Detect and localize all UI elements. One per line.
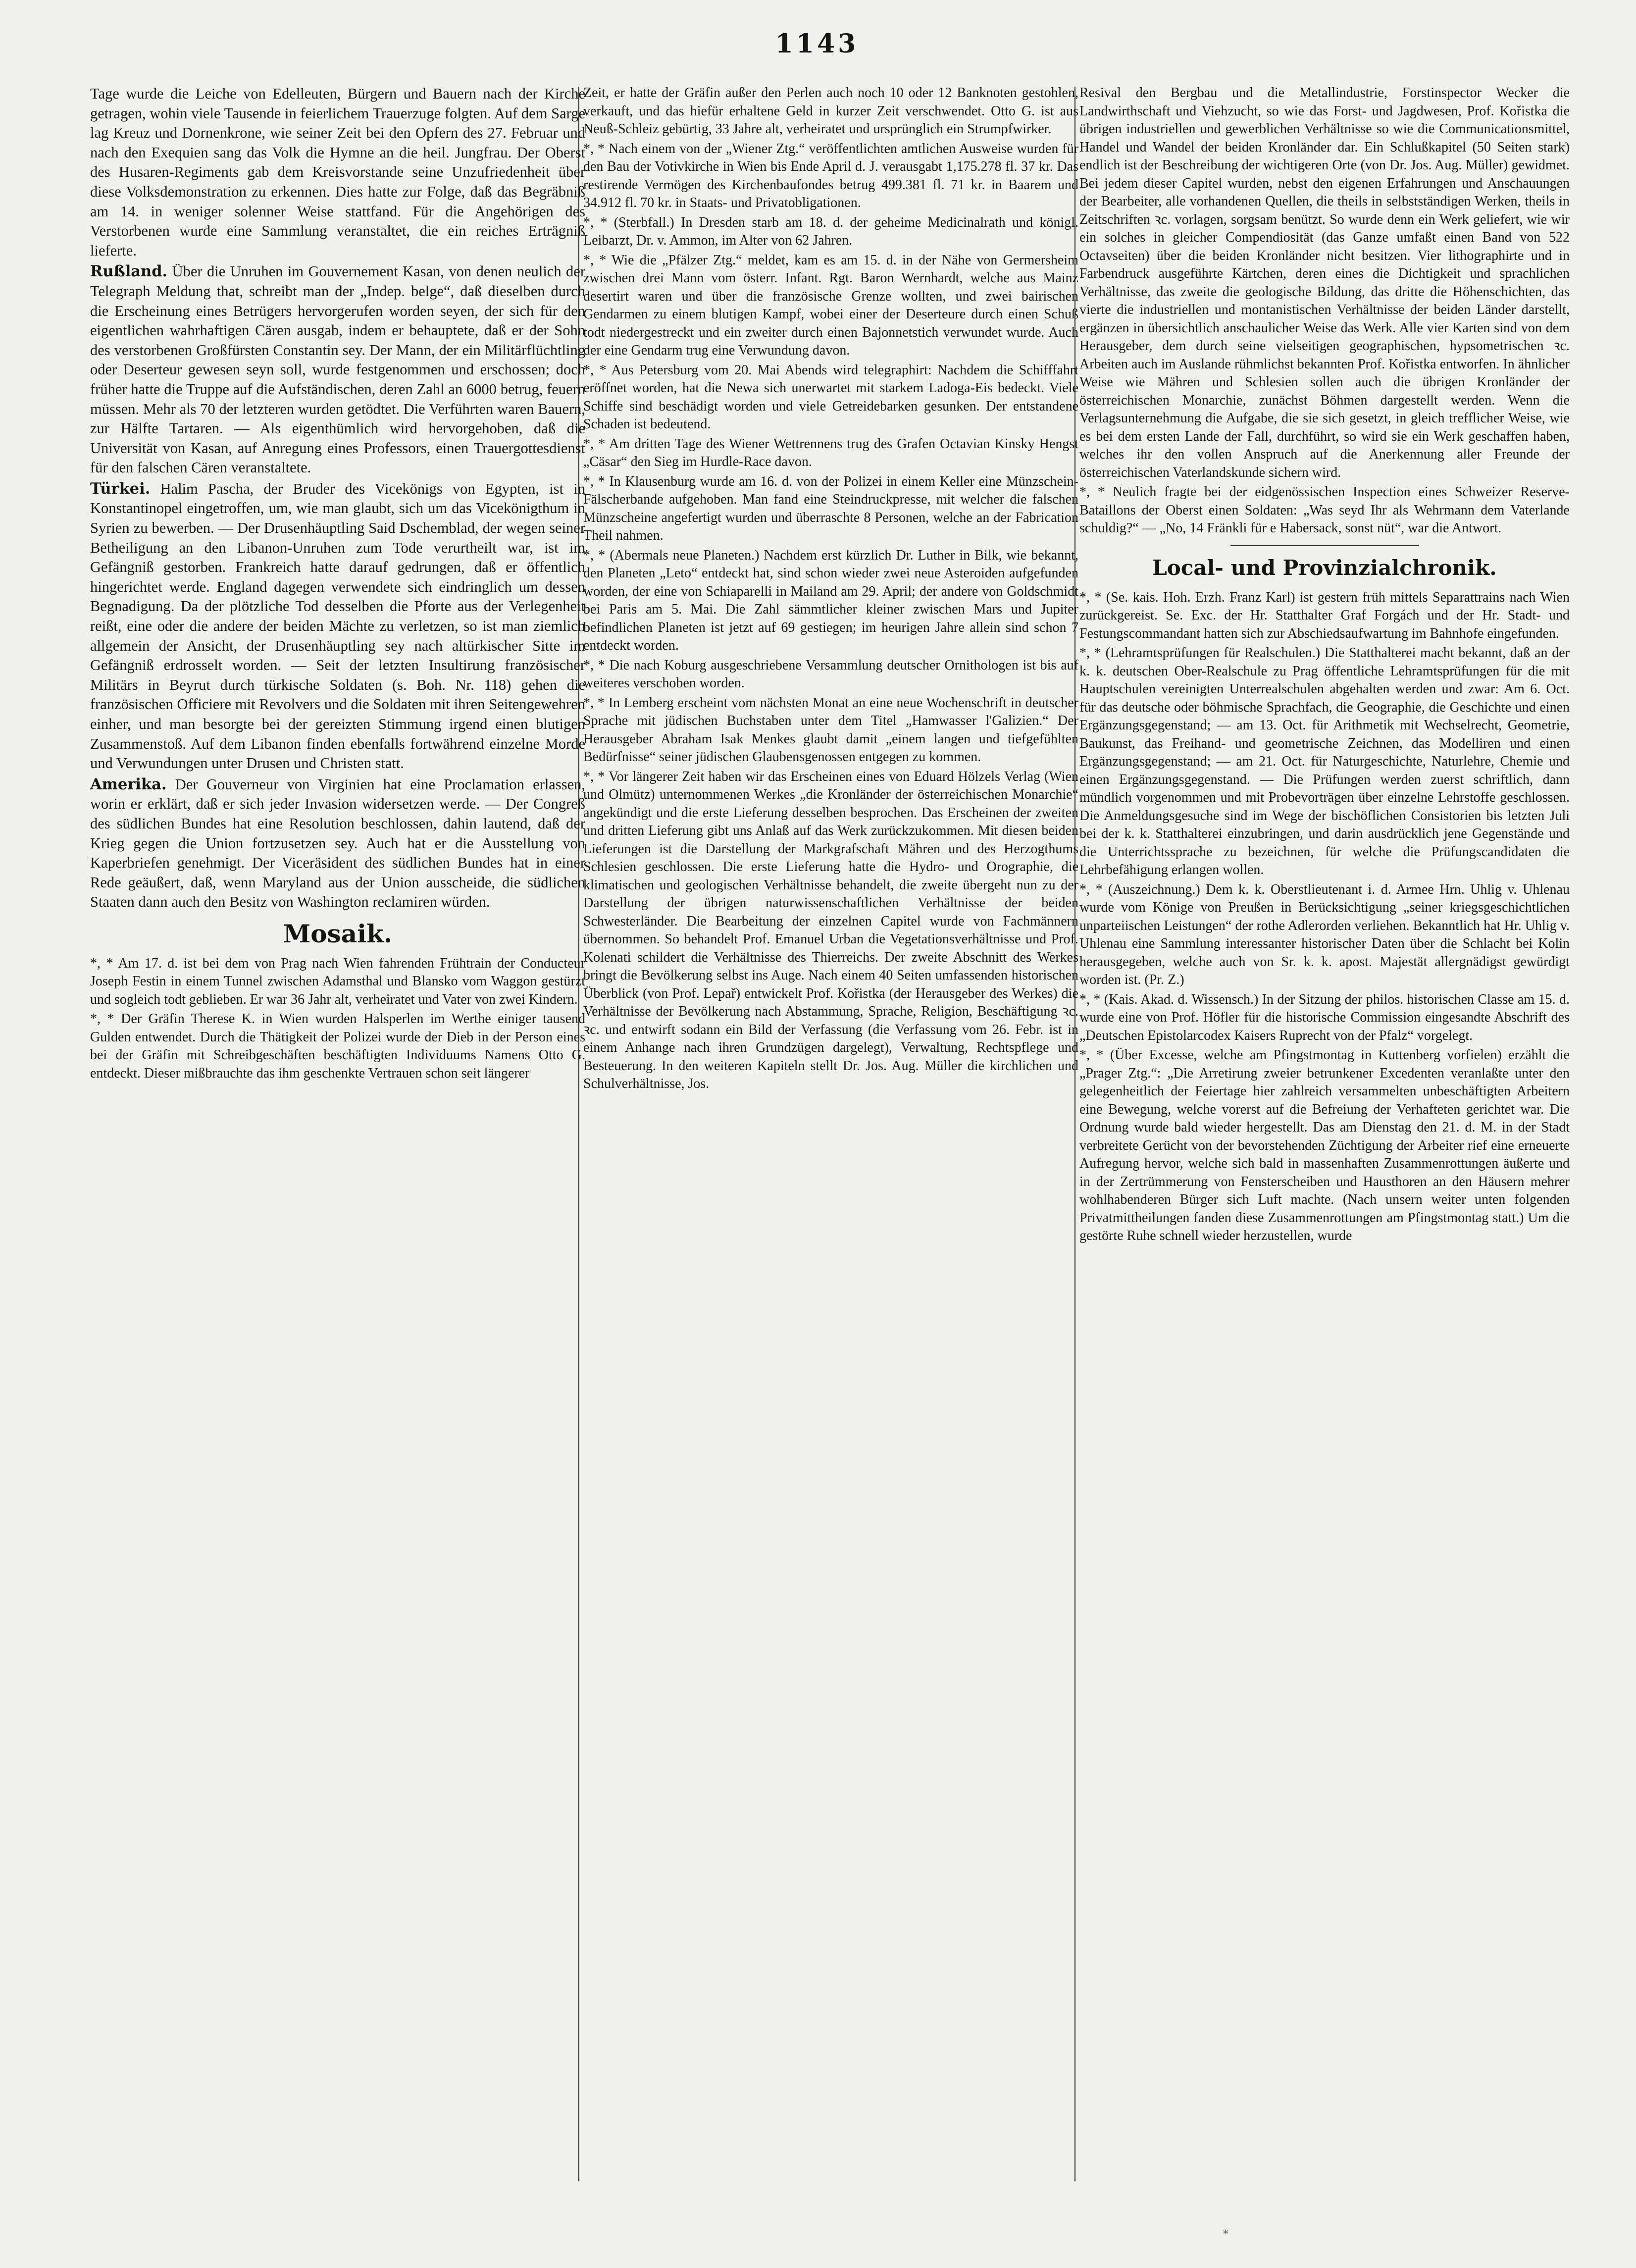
article-paragraph: *, * Der Gräfin Therese K. in Wien wurden Halsperlen im Werthe einiger tausend Gulden entwendet. Durch die Thätigkeit der Polizei wurde der Dieb in der Person eines bei der Gräfin mit Schreibgeschäften beschäftigten Individuums Namens Otto G. entdeckt. Dieser mißbrauchte das ihm geschenkte Vertrauen schon seit längerer xyxy=(90,1011,585,1081)
article-paragraph: Tage wurde die Leiche von Edelleuten, Bürgern und Bauern nach der Kirche getragen, wohin viele Tausende in feierlichem Trauerzuge folgten. Auf dem Sarge lag Kreuz und Dornenkrone, wie seiner Zeit bei den Opfern des 27. Februar und nach den Exequien sang das Volk die Hymne an die heil. Jungfrau. Der Oberst des Husaren-Regiments gab dem Kreisvorstande seine Unzufriedenheit über diese Volksdemonstration zu erkennen. Dies hatte zur Folge, daß das Begräbniß am 14. in weniger solenner Weise stattfand. Für die Angehörigen des Verstorbenen wurde eine Sammlung veranstaltet, die ein reiches Erträgniß lieferte. xyxy=(90,85,585,259)
article-paragraph: *, * Aus Petersburg vom 20. Mai Abends wird telegraphirt: Nachdem die Schifffahrt eröffnet worden, hat die Newa sich unerwartet mit starkem Ladoga-Eis bedeckt. Viele Schiffe sind beschädigt worden und viele Getreidebarken gesunken. Der entstandene Schaden ist bedeutend. xyxy=(583,362,1078,432)
article-paragraph: *, * (Lehramtsprüfungen für Realschulen.) Die Statthalterei macht bekannt, daß an der k. k. deutschen Ober-Realschule zu Prag öffentliche Lehramtsprüfungen für die mit Hauptschulen vereinigten Unterrealschulen abgehalten werden und zwar: Am 6. Oct. für das deutsche oder böhmische Sprachfach, die Geographie, die Geschichte und einen Ergänzungsgegenstand; — am 13. Oct. für Arithmetik mit Wechselrecht, Geometrie, Baukunst, das Freihand- und geometrische Zeichnen, das Modelliren und einen Ergänzungsgegenstand; — am 21. Oct. für Naturgeschichte, Naturlehre, Chemie und einen Ergänzungsgegenstand. — Die Prüfungen werden zuerst schriftlich, dann mündlich vorgenommen und mit Probevorträgen über einzelne Lehrstoffe geschlossen. Die Anmeldungsgesuche sind im Wege der bischöflichen Consistorien bis letzten Juli bei der k. k. Statthalterei einzubringen, und darin ausdrücklich jene Gegenstände und die Unterrichtssprache zu bezeichnen, für welche die Prüfungscandidaten die Lehrbefähigung erlangen wollen. xyxy=(1079,645,1570,877)
article-text: Halim Pascha, der Bruder des Vicekönigs von Egypten, ist in Konstantinopel eingetroffen, um, wie man glaubt, sich um das Vicekönigthum in Syrien zu bewerben. — Der Drusenhäuptling Said Dschemblad, der wegen seiner Betheiligung an den Libanon-Unruhen zum Tode verurtheilt war, ist im Gefängniß gestorben. Frankreich hatte darauf gedrungen, daß er öffentlich hingerichtet werde. England dagegen verwendete sich eindringlich um dessen Begnadigung. Da der plötzliche Tod desselben die Pforte aus der Verlegenheit reißt, eine oder die andere der beiden Mächte zu verletzen, so ist man ziemlich allgemein der Ansicht, der Drusenhäuptling sey nach altürkischer Sitte im Gefängniß erdrosselt worden. — Seit der letzten Insultirung französischer Militärs in Beyrut durch türkische Soldaten (s. Boh. Nr. 118) gehen die französischen Officiere mit Revolvers und die Soldaten mit ihren Seitengewehren einher, und man besorgte bei der gereizten Stimmung irgend einen blutigen Zusammenstoß. Auf dem Libanon finden ebenfalls fortwährend einzelne Morde und Verwundungen unter Drusen und Christen statt. xyxy=(90,480,585,772)
article-paragraph: *, * In Klausenburg wurde am 16. d. von der Polizei in einem Keller eine Münzschein-Fälscherbande aufgehoben. Man fand eine Steindruckpresse, mit welcher die falschen Münzscheine angefertigt wurden und überraschte 8 Personen, welche an der Fabrication Theil nahmen. xyxy=(583,473,1078,543)
column-middle xyxy=(583,84,1078,2204)
article-paragraph: *, * Am dritten Tage des Wiener Wettrennens trug des Grafen Octavian Kinsky Hengst „Cäsar“ den Sieg im Hurdle-Race davon. xyxy=(583,436,1078,469)
article-paragraph: Resival den Bergbau und die Metallindustrie, Forstinspector Wecker die Landwirthschaft und Viehzucht, so wie das Forst- und Jagdwesen, Prof. Kořistka die übrigen industriellen und gewerblichen Verhältnisse so wie die Communicationsmittel, Handel und Wandel der beiden Kronländer dar. Ein Schlußkapitel (50 Seiten stark) endlich ist der Beschreibung der wichtigeren Orte (von Dr. Jos. Aug. Müller) gewidmet. Bei jedem dieser Capitel wurden, nebst den eigenen Erfahrungen und Anschauungen der Bearbeiter, alle vorhandenen Quellen, die theils in selbstständigen Werken, theils in Zeitschriften ꝛc. vorlagen, sorgsam benützt. So wurde denn ein Werk geliefert, wie wir ein solches in gleicher Compendiosität (das Ganze umfaßt einen Band von 522 Octavseiten) über die beiden Kronländer nicht besitzen. Vier lithographirte und in Farbendruck ausgeführte Kärtchen, deren eines die Dichtigkeit und sprachlichen Verhältnisse, das zweite die geologische Bildung, das dritte die Höhenschichten, das vierte die industriellen und montanistischen Verhältnisse der beiden Länder darstellt, ergänzen in übersichtlich anschaulicher Weise das Werk. Alle vier Karten sind von dem Herausgeber, dem durch seine vielseitigen geographischen, hypsometrischen ꝛc. Arbeiten auch im Auslande rühmlichst bekannten Prof. Kořistka entworfen. In ähnlicher Weise wie Mähren und Schlesien sollen auch die übrigen Kronländer der österreichischen Monarchie, zunächst Böhmen dargestellt werden. Wenn die Verlagsunternehmung die Aufgabe, die sie sich gesetzt, in gleich trefflicher Weise, wie es bei dem ersten Lande der Fall, durchführt, so wird sie ein Werk geschaffen haben, welches ihr den vollen Anspruch auf die Anerkennung aller Freunde der österreichischen Vaterlandskunde sichern wird. xyxy=(1079,85,1570,480)
article-paragraph: *, * (Auszeichnung.) Dem k. k. Oberstlieutenant i. d. Armee Hrn. Uhlig v. Uhlenau wurde vom Könige von Preußen in Berücksichtigung „seiner kriegsgeschichtlichen unparteiischen Leistungen“ der rothe Adlerorden verliehen. Bekanntlich hat Hr. Uhlig v. Uhlenau eine Sammlung interessanter historischer Daten über die Schlacht bei Kolin herausgegeben, welche auch von Sr. k. k. apost. Majestät allergnädigst gewürdigt worden ist. (Pr. Z.) xyxy=(1079,881,1570,987)
news-item-america xyxy=(90,775,585,912)
article-paragraph: *, * Am 17. d. ist bei dem von Prag nach Wien fahrenden Frühtrain der Conducteur Joseph Festin in einem Tunnel zwischen Adamsthal und Blansko vom Waggon gestürzt und sogleich todt geblieben. Er war 36 Jahr alt, verheiratet und Vater von zwei Kindern. xyxy=(90,955,585,1007)
article-text: Der Gouverneur von Virginien hat eine Proclamation erlassen, worin er erklärt, daß er sich jeder Invasion widersetzen werde. — Der Congreß des südlichen Bundes hat eine Resolution beschlossen, dahin lautend, daß der Krieg gegen die Union fortzusetzen sey. Auch hat er die Ausstellung von Kaperbriefen genehmigt. Der Viceräsident des südlichen Bundes hat in einer Rede geäußert, daß, wenn Maryland aus der Union ausscheide, die südlichen Staaten dann auch den Besitz von Washington reclamiren würden. xyxy=(90,775,585,911)
article-paragraph: Zeit, er hatte der Gräfin außer den Perlen auch noch 10 oder 12 Banknoten gestohlen, verkauft, und das hiefür erhaltene Geld in kurzer Zeit verschwendet. Otto G. ist aus Neuß-Schleiz gebürtig, 33 Jahre alt, verheiratet und ursprünglich ein Strumpfwirker. xyxy=(583,85,1078,137)
column-right xyxy=(1079,84,1570,2204)
news-item-turkey xyxy=(90,479,585,773)
news-item-russia xyxy=(90,262,585,478)
article-paragraph: *, * (Se. kais. Hoh. Erzh. Franz Karl) ist gestern früh mittels Separattrains nach Wien zurückgereist. Se. Exc. der Hr. Statthalter Graf Forgách und der Hr. Stadt- und Festungscommandant hatten sich zur Abschiedsaufwartung im Bahnhofe eingefunden. xyxy=(1079,589,1570,641)
country-heading: Amerika. xyxy=(90,775,167,793)
article-paragraph: *, * Nach einem von der „Wiener Ztg.“ veröffentlichten amtlichen Ausweise wurden für den Bau der Votivkirche in Wien bis Ende April d. J. verausgabt 1,175.278 fl. 37 kr. Das restirende Vermögen des Kirchenbaufondes betrug 499.381 fl. 71 kr. in Baarem und 34.912 fl. 70 kr. in Staats- und Privatobligationen. xyxy=(583,141,1078,210)
country-heading: Türkei. xyxy=(90,479,151,498)
footer-mark: * xyxy=(1223,2228,1228,2241)
article-paragraph: *, * In Lemberg erscheint vom nächsten Monat an eine neue Wochenschrift in deutscher Sprache mit jüdischen Buchstaben unter dem Titel „Hamwasser l'Galizien.“ Der Herausgeber Abraham Isak Menkes glaubt damit „einem langen und tiefgefühlten Bedürfnisse“ seiner jüdischen Glaubensgenossen entgegen zu kommen. xyxy=(583,695,1078,765)
article-text: Über die Unruhen im Gouvernement Kasan, von denen neulich der Telegraph Meldung that, schreibt man der „Indep. belge“, daß dieselben durch die Erscheinung eines Betrügers hervorgerufen worden seyen, der sich für den eigentlichen wahrhaftigen Cären ausgab, indem er behauptete, daß er der Sohn des verstorbenen Großfürsten Constantin sey. Der Mann, der ein Militärflüchtling oder Deserteur gewesen seyn soll, wurde festgenommen und erschossen; doch früher hatte die Truppe auf die Aufständischen, deren Zahl an 6000 betrug, feuern müssen. Mehr als 70 der letzteren wurden getödtet. Die Verführten waren Bauern, zur Hälfte Tartaren. — Als eigenthümlich wird hervorgehoben, daß die Universität von Kasan, auf Anregung eines Professors, einen Trauergottesdienst für den falschen Cären veranstaltete. xyxy=(90,263,585,476)
section-heading-mosaik: Mosaik. xyxy=(283,919,393,948)
article-paragraph: *, * (Über Excesse, welche am Pfingstmontag in Kuttenberg vorfielen) erzählt die „Prager Ztg.“: „Die Arretirung zweier betrunkener Excedenten veranlaßte unter den gelegenheitlich der Feiertage hier zahlreich versammelten unbeschäftigten Arbeitern eine Bewegung, welche vorerst auf die Befreiung der Verhafteten gerichtet war. Die Ordnung wurde bald wieder hergestellt. Das am Dienstag den 21. d. M. in der Stadt verbreitete Gerücht von der bevorstehenden Züchtigung der Arbeiter rief eine erneuerte Aufregung hervor, welche sich bald in massenhaften Zusammenrottungen äußerte und in der Zertrümmerung von Fensterscheiben und Hausthoren an den Häusern mehrer wohlhabenderen Bürger sich Luft machte. (Nach unsern weiter unten folgenden Privatmittheilungen fanden diese Zusammenrottungen am Pfingstmontag statt.) Um die gestörte Ruhe schnell wieder herzustellen, wurde xyxy=(1079,1047,1570,1243)
section-separator xyxy=(1230,545,1419,546)
page-number: 1143 xyxy=(775,29,859,59)
article-paragraph: *, * Die nach Koburg ausgeschriebene Versammlung deutscher Ornithologen ist bis auf weiteres verschoben worden. xyxy=(583,657,1078,691)
column-left xyxy=(90,84,585,2204)
article-paragraph: *, * (Abermals neue Planeten.) Nachdem erst kürzlich Dr. Luther in Bilk, wie bekannt, den Planeten „Leto“ entdeckt hat, sind schon wieder zwei neue Asteroiden aufgefunden worden, der eine von Schiaparelli in Mailand am 29. April; der andere von Goldschmidt bei Paris am 5. Mai. Die Zahl sämmtlicher kleiner zwischen Mars und Jupiter befindlichen Planeten ist jetzt auf 69 gestiegen; im heurigen Jahre allein sind schon 7 entdeckt worden. xyxy=(583,547,1078,653)
article-paragraph: *, * Neulich fragte bei der eidgenössischen Inspection eines Schweizer Reserve-Bataillons der Oberst einen Soldaten: „Was seyd Ihr als Wehrmann dem Vaterlande schuldig?“ — „No, 14 Fränkli für e Habersack, sonst nüt“, war die Antwort. xyxy=(1079,484,1570,536)
section-heading-local-chronicle: Local- und Provinzialchronik. xyxy=(1152,555,1497,580)
article-paragraph: *, * (Sterbfall.) In Dresden starb am 18. d. der geheime Medicinalrath und königl. Leibarzt, Dr. v. Ammon, im Alter von 62 Jahren. xyxy=(583,214,1078,248)
article-paragraph: *, * (Kais. Akad. d. Wissensch.) In der Sitzung der philos. historischen Classe am 15. d. wurde eine von Prof. Höfler für die historische Commission eingesandte Abschrift des „Deutschen Epistolarcodex Kaisers Ruprecht von der Pfalz“ vorgelegt. xyxy=(1079,991,1570,1043)
article-paragraph: *, * Vor längerer Zeit haben wir das Erscheinen eines von Eduard Hölzels Verlag (Wien und Olmütz) unternommenen Werkes „die Kronländer der österreichischen Monarchie“ angekündigt und die erste Lieferung desselben besprochen. Das Erscheinen der zweiten und dritten Lieferung gibt uns Anlaß auf das Werk zurückzukommen. Mit diesen beiden Lieferungen ist die Darstellung der Markgrafschaft Mähren und des Herzogthums Schlesien geschlossen. Die erste Lieferung hatte die Hydro- und Orographie, die klimatischen und geologischen Verhältnisse behandelt, die zweite übergeht nun zu der Darstellung der übrigen naturwissenschaftlichen Verhältnisse der beiden Schwesterländer. Die Bearbeitung der einzelnen Capitel wurde von Fachmännern übernommen. So behandelt Prof. Emanuel Urban die Vegetationsverhältnisse und Prof. Kolenati schildert die Verhältnisse des Thierreichs. Der zweite Abschnitt des Werkes bringt die Bevölkerung selbst ins Auge. Nach einem 40 Seiten umfassenden historischen Überblick (von Prof. Lepař) entwickelt Prof. Kořistka (der Herausgeber des Werkes) die Verhältnisse der Bevölkerung nach Abstammung, Sprache, Religion, Beschäftigung ꝛc. ꝛc. und entwirft sodann ein Bild der Verfassung (die Verfassung vom 26. Febr. ist in einem Anhange nach ihren Grundzügen dargelegt), Verwaltung, Rechtspflege und Besteuerung. In den weiteren Kapiteln stellt Dr. Jos. Aug. Müller die kirchlichen und Schulverhältnisse, Jos. xyxy=(583,769,1078,1091)
article-paragraph: *, * Wie die „Pfälzer Ztg.“ meldet, kam es am 15. d. in der Nähe von Germersheim zwischen drei Mann vom österr. Infant. Rgt. Baron Wernhardt, welche aus Mainz desertirt waren und über die französische Grenze wollten, und zwei bairischen Gendarmen zu einem blutigen Kampf, wobei einer der Deserteure durch einen Schuß todt niedergestreckt und ein zweiter durch einen Bajonnetstich verwundet wurde. Auch der eine Gendarm trug eine Verwundung davon. xyxy=(583,252,1078,358)
country-heading: Rußland. xyxy=(90,262,168,281)
